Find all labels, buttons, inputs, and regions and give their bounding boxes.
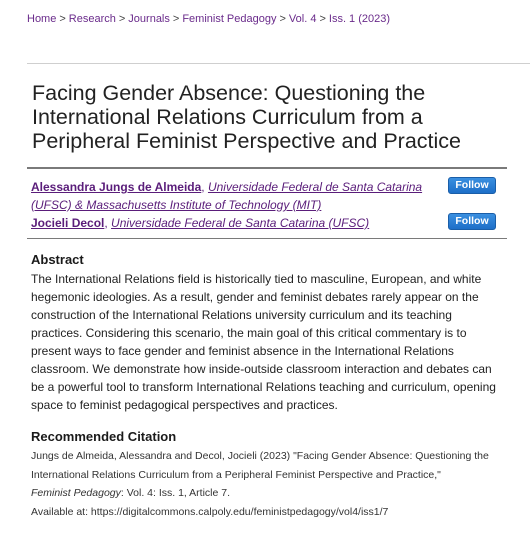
- author-2-name[interactable]: Jocieli Decol: [31, 216, 105, 230]
- follow-author-1-button[interactable]: Follow: [448, 177, 496, 194]
- author-2: Jocieli Decol, Universidade Federal de Santa Catarina (UFSC): [31, 216, 370, 230]
- breadcrumb-separator: >: [59, 13, 66, 25]
- citation-details: : Vol. 4: Iss. 1, Article 7.: [120, 487, 231, 499]
- authors-top-divider: [27, 167, 507, 169]
- follow-author-2-button[interactable]: Follow: [448, 213, 496, 230]
- top-divider: [27, 63, 530, 64]
- breadcrumb-separator: >: [172, 13, 180, 25]
- breadcrumb-volume[interactable]: Vol. 4: [288, 13, 317, 25]
- authors-bottom-divider: [27, 238, 507, 239]
- breadcrumb-separator: >: [319, 13, 326, 25]
- citation-text: [31, 447, 509, 521]
- breadcrumb-separator: >: [279, 13, 286, 25]
- author-2-affiliation[interactable]: Universidade Federal de Santa Catarina (UFSC): [111, 216, 370, 230]
- breadcrumb-research[interactable]: Research: [68, 13, 116, 25]
- breadcrumb: [27, 12, 390, 26]
- breadcrumb-issue[interactable]: Iss. 1 (2023): [328, 13, 391, 25]
- abstract-text: The International Relations field is historically tied to masculine, European, and white hegemonic ideologies. As a result, gender and feminist debates rarely appear on the construction of the International Relations university curriculum and its teaching practices. Considering this scenario, the main goal of this critical commentary is to present ways to face gender and feminist absence in the International Relations classroom. We demonstrate how inside-outside classroom interaction and debates can be a powerful tool to transform International Relations teaching and curriculum, opening space to feminist pedagogical perspectives and practices.: [31, 272, 496, 412]
- citation-url[interactable]: Available at: https://digitalcommons.calpoly.edu/feministpedagogy/vol4/iss1/7: [31, 505, 389, 518]
- citation-journal: Feminist Pedagogy: [31, 487, 121, 499]
- author-1-name[interactable]: Alessandra Jungs de Almeida: [31, 180, 202, 194]
- abstract-heading: Abstract: [31, 252, 84, 267]
- breadcrumb-journal[interactable]: Feminist Pedagogy: [182, 13, 277, 25]
- breadcrumb-journals[interactable]: Journals: [128, 13, 170, 25]
- citation-line: Jungs de Almeida, Alessandra and Decol, Jocieli (2023) "Facing Gender Absence: Questioning the International Relations Curriculum from a Peripheral Feminist Perspective and Practice,": [31, 450, 489, 481]
- author-1-affiliation[interactable]: Universidade Federal de Santa Catarina (UFSC) & Massachusetts Institute of Technology (MIT): [31, 180, 423, 212]
- author-1: Alessandra Jungs de Almeida, Universidade Federal de Santa Catarina (UFSC) & Massachusetts Institute of Technology (MIT): [31, 180, 423, 212]
- breadcrumb-home[interactable]: Home: [27, 13, 57, 25]
- breadcrumb-separator: >: [118, 13, 126, 25]
- article-title: Facing Gender Absence: Questioning the International Relations Curriculum from a Peripheral Feminist Perspective and Practice: [32, 81, 461, 153]
- citation-heading: Recommended Citation: [31, 429, 177, 444]
